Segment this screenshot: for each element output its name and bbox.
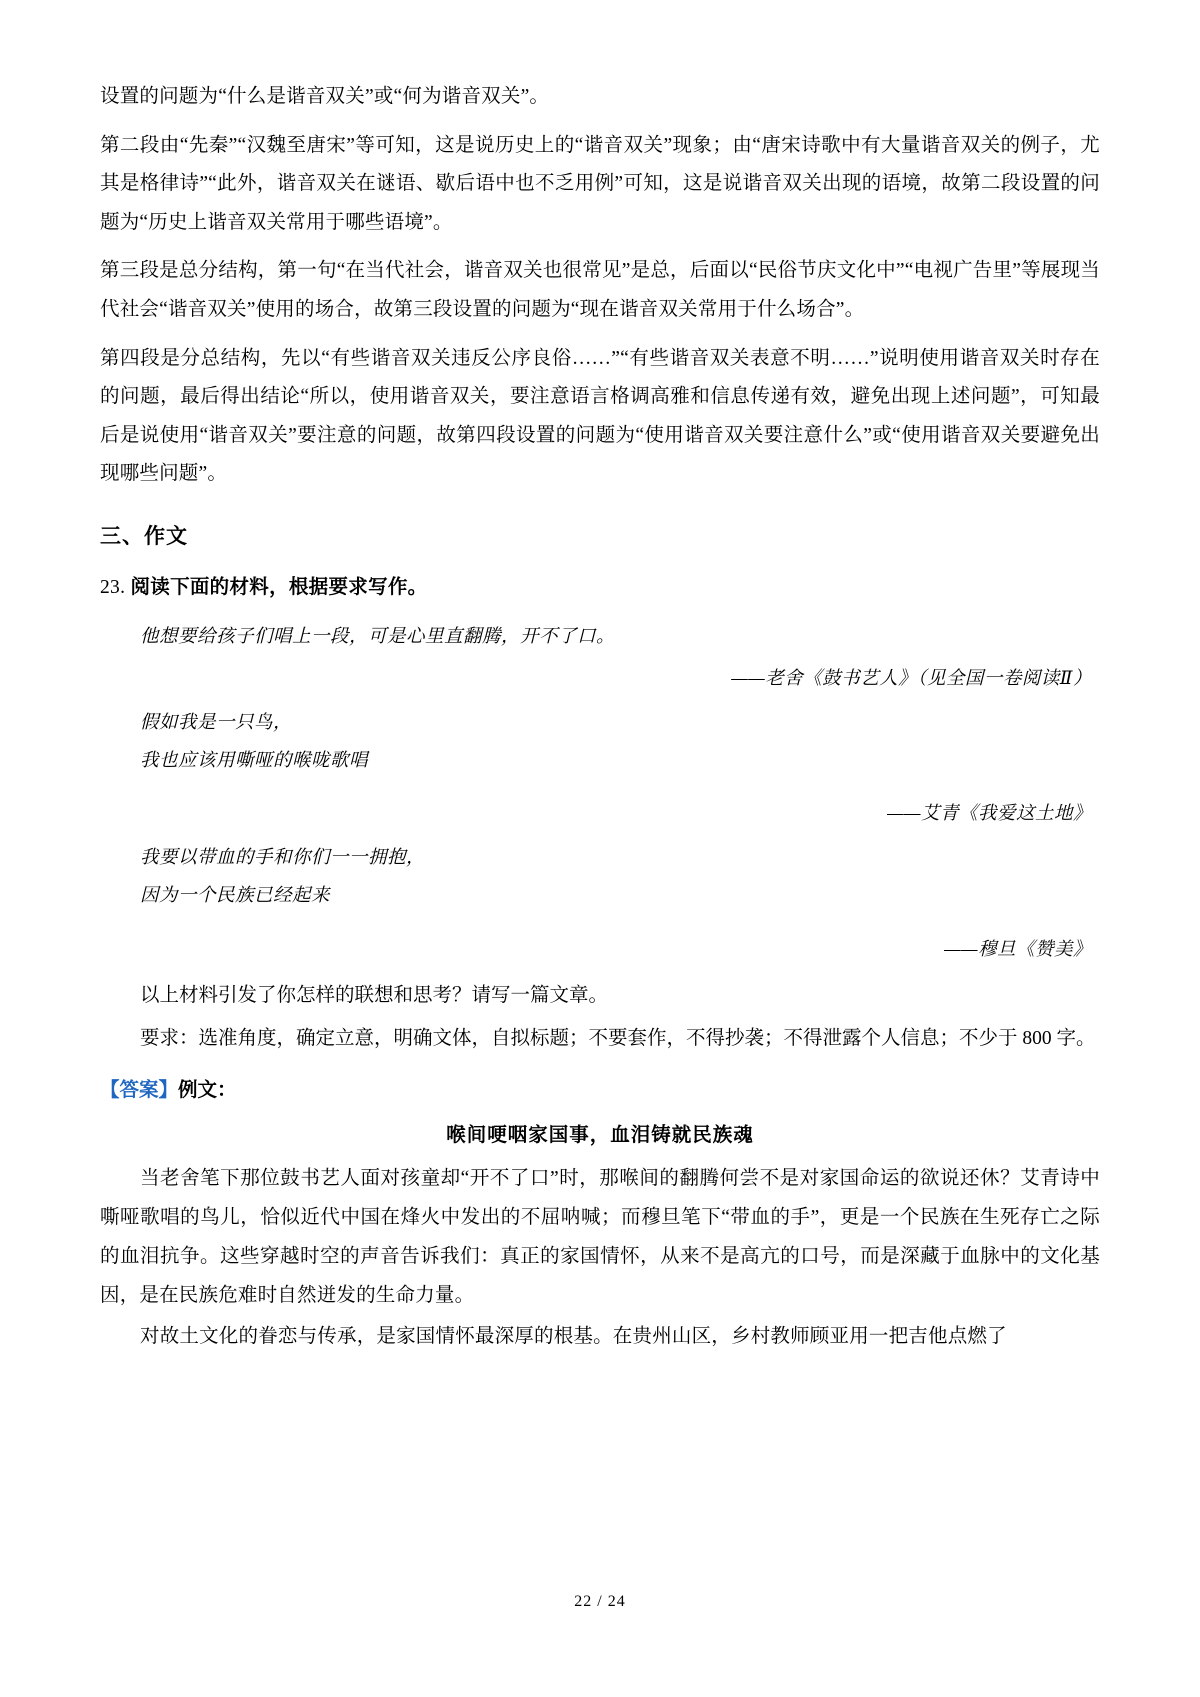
- essay-paragraph: 对故土文化的眷恋与传承，是家国情怀最深厚的根基。在贵州山区，乡村教师顾亚用一把吉他点燃了: [140, 1326, 1007, 1348]
- material-attribution: ——艾青《我爱这土地》: [887, 804, 1092, 825]
- analysis-paragraph: 设置的问题为“什么是谐音双关”或“何为谐音双关”。: [100, 86, 550, 107]
- question-text: 阅读下面的材料，根据要求写作。: [130, 576, 428, 598]
- material-line: 我要以带血的手和你们一一拥抱，: [140, 848, 426, 869]
- analysis-section: [100, 78, 1100, 494]
- answer-label: 例文：: [178, 1080, 237, 1102]
- analysis-paragraph: 第二段由“先秦”“汉魏至唐宋”等可知，这是说历史上的“谐音双关”现象；由“唐宋诗歌中有大量谐音双关的例子，尤其是格律诗”“此外，谐音双关在谜语、歇后语中也不乏用例”可知，这是说谐音双关出现的语境，故第二段设置的问题为“历史上谐音双关常用于哪些语境”。: [100, 134, 1100, 233]
- section-heading-composition: 三、作文: [100, 524, 188, 549]
- spacer: [100, 784, 1100, 796]
- question-stem: [100, 570, 1100, 605]
- requirement-line: 要求：选准角度，确定立意，明确文体，自拟标题；不要套作，不得抄袭；不得泄露个人信息；不少于 800 字。: [140, 1028, 1096, 1050]
- material-group-2: [100, 705, 1100, 835]
- material-group-3: [100, 840, 1100, 970]
- analysis-paragraph: 第四段是分总结构，先以“有些谐音双关违反公序良俗……”“有些谐音双关表意不明……”说明使用谐音双关时存在的问题，最后得出结论“所以，使用谐音双关，要注意语言格调高雅和信息传递有效，避免出现上述问题”，可知最后是说使用“谐音双关”要注意的问题，故第四段设置的问题为“使用谐音双关要注意什么”或“使用谐音双关要避免出现哪些问题”。: [100, 347, 1100, 485]
- question-number: 23.: [100, 576, 126, 598]
- material-line: 他想要给孩子们唱上一段，可是心里直翻腾，开不了口。: [140, 626, 616, 647]
- analysis-paragraph: 第三段是总分结构，第一句“在当代社会，谐音双关也很常见”是总，后面以“民俗节庆文化中”“电视广告里”等展现当代社会“谐音双关”使用的场合，故第三段设置的问题为“现在谐音双关常用于什么场合”。: [100, 260, 1100, 321]
- material-attribution: ——穆旦《赞美》: [944, 940, 1092, 961]
- material-line: 因为一个民族已经起来: [140, 886, 331, 907]
- essay-title: 喉间哽咽家国事，血泪铸就民族魂: [446, 1125, 754, 1147]
- material-line: 我也应该用嘶哑的喉咙歌唱: [140, 750, 369, 771]
- spacer: [100, 920, 1100, 932]
- answer-tag: 【答案】: [100, 1080, 179, 1102]
- answer-header: [100, 1072, 1100, 1109]
- prompt-line: 以上材料引发了你怎样的联想和思考？请写一篇文章。: [140, 985, 609, 1007]
- material-group-1: [100, 619, 1100, 699]
- essay-paragraph: 当老舍笔下那位鼓书艺人面对孩童却“开不了口”时，那喉间的翻腾何尝不是对家国命运的欲说还休？艾青诗中嘶哑歌唱的鸟儿，恰似近代中国在烽火中发出的不屈呐喊；而穆旦笔下“带血的手”，更是一个民族在生死存亡之际的血泪抗争。这些穿越时空的声音告诉我们：真正的家国情怀，从来不是高亢的口号，而是深藏于血脉中的文化基因，是在民族危难时自然迸发的生命力量。: [100, 1168, 1100, 1307]
- material-attribution: ——老舍《鼓书艺人》（见全国一卷阅读Ⅱ）: [731, 668, 1092, 689]
- page-footer: 22 / 24: [574, 1593, 626, 1610]
- material-line: 假如我是一只鸟，: [140, 712, 293, 733]
